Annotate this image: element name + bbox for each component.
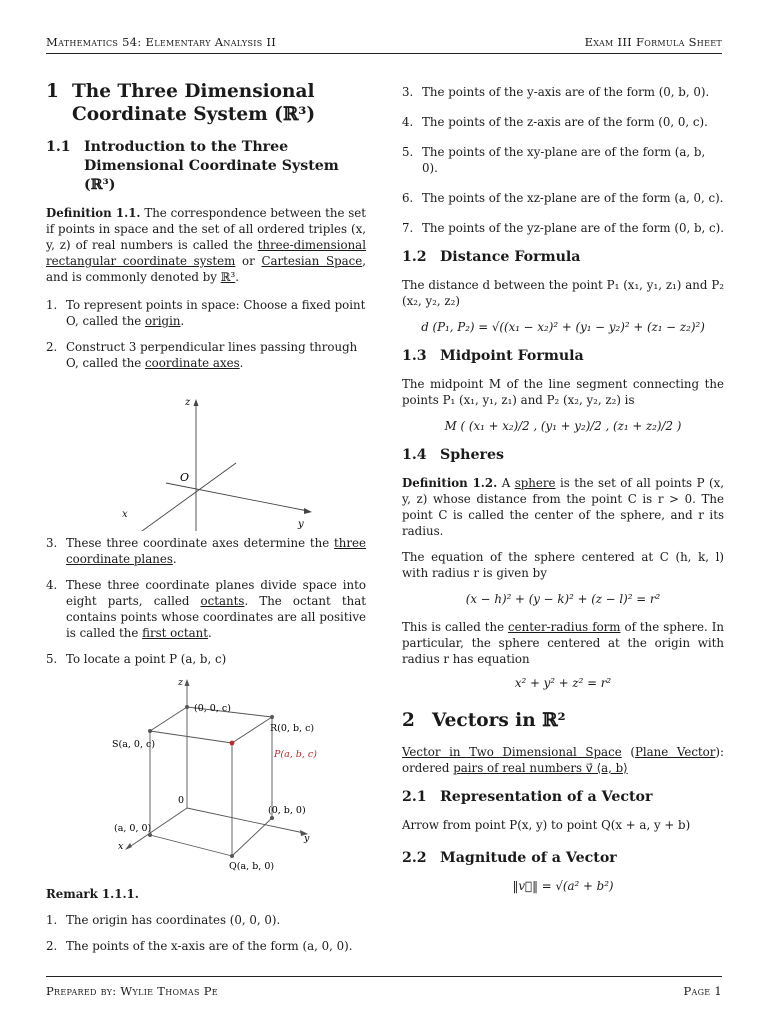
- y-axis-label: y: [298, 519, 304, 530]
- list-item: 5. The points of the xy-plane are of the form (a, b, 0).: [402, 145, 706, 175]
- point-p-dot: [230, 741, 235, 746]
- label-0-0-c: (0, 0, c): [194, 703, 231, 714]
- section-1-heading: 1 The Three Dimensional Coordinate System (ℝ³): [46, 81, 316, 125]
- point-box-figure: [46, 673, 366, 878]
- list-steps-2: [46, 535, 366, 667]
- y-axis-arrow: [304, 508, 312, 514]
- list-item: 7. The points of the yz-plane are of the form (0, b, c).: [402, 221, 724, 235]
- list-item: 1. To represent points in space: Choose a fixed point O, called the origin.: [46, 298, 366, 328]
- list-item: 3. The points of the y-axis are of the form (0, b, 0).: [402, 85, 710, 99]
- right-column: [402, 84, 724, 906]
- remark-1-1-1-label: Remark 1.1.1.: [46, 887, 139, 901]
- label-p: P(a, b, c): [274, 749, 317, 760]
- magnitude-equation: ‖v⃗‖ = √(a² + b²): [512, 879, 614, 893]
- header-title: Exam III Formula Sheet: [584, 35, 722, 49]
- x-axis-label: x: [122, 509, 128, 520]
- vector-representation-text: Arrow from point P(x, y) to point Q(x + a, y + b): [402, 818, 691, 832]
- distance-equation: d (P₁, P₂) = √((x₁ − x₂)² + (y₁ − y₂)² + (z₁ − z₂)²): [421, 320, 705, 334]
- z-axis-label: z: [185, 397, 191, 408]
- left-column: [46, 70, 366, 964]
- footer-page-number: Page 1: [683, 984, 722, 998]
- section-2-1-heading: 2.1 Representation of a Vector: [402, 789, 653, 805]
- box-x-label: x: [118, 841, 124, 852]
- list-item: 1. The origin has coordinates (0, 0, 0).: [46, 913, 281, 927]
- box-origin-label: 0: [178, 795, 185, 806]
- z-axis-arrow: [194, 399, 199, 406]
- list-item: 4. These three coordinate planes divide space into eight parts, called octants. The octant that contains points whose coordinates are all positive is called the first octant.: [46, 578, 366, 640]
- label-0-b-0: (0, b, 0): [268, 805, 306, 816]
- section-1-2-heading: 1.2 Distance Formula: [402, 249, 581, 265]
- remark-list-right: [402, 84, 724, 236]
- label-a-0-0: (a, 0, 0): [114, 823, 152, 834]
- list-item: 2. The points of the x-axis are of the form (a, 0, 0).: [46, 939, 353, 953]
- section-1-1-heading: 1.1 Introduction to the Three Dimensional Coordinate System (ℝ³): [46, 139, 339, 193]
- header-course: Mathematics 54: Elementary Analysis II: [46, 35, 277, 49]
- origin-label: O: [180, 471, 190, 484]
- label-r: R(0, b, c): [270, 723, 315, 734]
- vector-definition: Vector in Two Dimensional Space (Plane Vector): ordered pairs of real numbers v⃗ ⟨a, b⟩: [402, 745, 724, 775]
- list-item: 6. The points of the xz-plane are of the form (a, 0, c).: [402, 191, 724, 205]
- page-footer: [46, 976, 722, 1001]
- list-item: 4. The points of the z-axis are of the form (0, 0, c).: [402, 115, 708, 129]
- distance-text: The distance d between the point P₁ (x₁, y₁, z₁) and P₂ (x₂, y₂, z₂): [402, 278, 724, 308]
- list-item: 2. Construct 3 perpendicular lines passing through O, called the coordinate axes.: [46, 340, 358, 370]
- y-axis-line: [166, 483, 308, 511]
- sphere-equation-intro: The equation of the sphere centered at C (h, k, l) with radius r is given by: [402, 550, 724, 580]
- box-y-label: y: [304, 833, 310, 844]
- footer-author: Prepared by: Wylie Thomas Pe: [46, 984, 218, 998]
- section-2-2-heading: 2.2 Magnitude of a Vector: [402, 850, 617, 866]
- center-radius-text: This is called the center-radius form of the sphere. In particular, the sphere centered at the origin with radius r has equation: [402, 620, 724, 666]
- sphere-equation: (x − h)² + (y − k)² + (z − l)² = r²: [465, 592, 661, 606]
- midpoint-text: The midpoint M of the line segment connecting the points P₁ (x₁, y₁, z₁) and P₂ (x₂, y₂, z₂) is: [402, 377, 724, 407]
- section-1-3-heading: 1.3 Midpoint Formula: [402, 348, 584, 364]
- list-item: 3. These three coordinate axes determine the three coordinate planes.: [46, 536, 366, 566]
- remark-list-left: [46, 912, 366, 954]
- label-s: S(a, 0, c): [112, 739, 156, 750]
- midpoint-equation: M ( (x₁ + x₂)/2 , (y₁ + y₂)/2 , (z₁ + z₂)/2 ): [444, 419, 682, 433]
- definition-1-1: Definition 1.1. The correspondence between the set if points in space and the set of all ordered triples (x, y, z) of real numbers is called the three-dimensional rectangular coordinate system or Cartesian Space, and is commonly denoted by ℝ³.: [46, 206, 366, 284]
- box-z-label: z: [178, 677, 184, 688]
- section-2-heading: 2 Vectors in ℝ²: [402, 710, 566, 731]
- list-item: 5. To locate a point P (a, b, c): [46, 652, 227, 666]
- list-steps-1: [46, 297, 366, 371]
- section-1-4-heading: 1.4 Spheres: [402, 447, 504, 463]
- sphere-origin-equation: x² + y² + z² = r²: [514, 676, 612, 690]
- definition-1-2: Definition 1.2. A sphere is the set of all points P (x, y, z) whose distance from the point C is r > 0. The point C is called the center of the sphere, and r its radius.: [402, 476, 724, 538]
- coordinate-axes-figure: [46, 381, 366, 531]
- label-q: Q(a, b, 0): [229, 861, 275, 872]
- page-header: [46, 33, 722, 54]
